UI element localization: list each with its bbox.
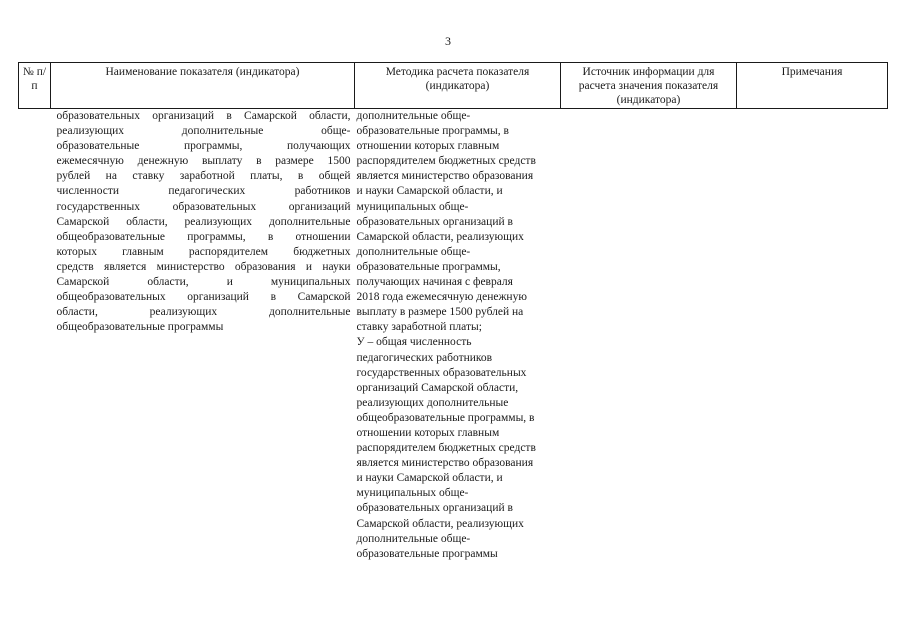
table-row <box>19 109 888 562</box>
method-line: образовательные программы, в <box>356 125 509 138</box>
method-line: дополнительные обще- <box>356 532 471 545</box>
method-line: реализующих дополнительные <box>356 396 509 409</box>
name-line: Самарской области, реализующих дополнительные <box>56 215 351 228</box>
method-line: распорядителем бюджетных средств <box>356 155 536 168</box>
method-line: образовательные программы <box>356 547 498 560</box>
name-line: которых главным распорядителем бюджетных <box>56 245 351 258</box>
method-line: организаций Самарской области, <box>356 381 519 394</box>
method-line: У – общая численность <box>356 336 472 349</box>
name-line: средств является министерство образования и науки <box>56 260 351 273</box>
indicator-table <box>18 62 888 562</box>
method-line: дополнительные обще- <box>356 245 471 258</box>
method-line: Самарской области, реализующих <box>356 517 524 530</box>
method-line: Самарской области, реализующих <box>356 230 524 243</box>
method-line: является министерство образования <box>356 457 534 470</box>
name-line: образовательных организаций в Самарской области, <box>56 110 351 122</box>
method-line: и науки Самарской области, и <box>356 472 503 485</box>
cell-number <box>19 109 51 562</box>
cell-information-source <box>561 109 737 562</box>
name-line: рублей на ставку заработной платы, в общей <box>56 170 351 183</box>
method-line: и науки Самарской области, и <box>356 185 503 198</box>
name-line: области, реализующих дополнительные <box>56 306 351 319</box>
method-line: муниципальных обще- <box>356 487 469 500</box>
cell-calculation-method <box>355 109 561 562</box>
method-line: получающих начиная с февраля <box>356 276 513 289</box>
name-line: реализующих дополнительные обще- <box>56 125 351 138</box>
page-number: 3 <box>445 34 451 48</box>
name-line: численности педагогических работников <box>56 185 351 198</box>
method-line: 2018 года ежемесячную денежную <box>356 291 527 304</box>
header-number: № п/п <box>19 63 51 109</box>
header-notes: Примечания <box>737 63 888 109</box>
cell-notes <box>737 109 888 562</box>
method-line: педагогических работников <box>356 351 493 364</box>
name-line: образовательные программы, получающих <box>56 140 351 153</box>
name-line: общеобразовательные программы <box>56 321 224 334</box>
cell-indicator-name <box>51 109 355 562</box>
method-line: отношении которых главным <box>356 140 500 153</box>
method-line: общеобразовательные программы, в <box>356 411 535 424</box>
header-calculation-method: Методика расчета показателя (индикатора) <box>355 63 561 109</box>
name-line: Самарской области, и муниципальных <box>56 276 351 289</box>
name-line: общеобразовательных организаций в Самарской <box>56 291 351 304</box>
header-information-source: Источник информации для расчета значения показателя (индикатора) <box>561 63 737 109</box>
method-line: образовательных организаций в <box>356 502 513 515</box>
header-indicator-name: Наименование показателя (индикатора) <box>51 63 355 109</box>
method-line: государственных образовательных <box>356 366 527 379</box>
method-line: распорядителем бюджетных средств <box>356 442 536 455</box>
method-line: отношении которых главным <box>356 426 500 439</box>
method-line: образовательные программы, <box>356 260 501 273</box>
method-line: образовательных организаций в <box>356 215 513 228</box>
name-line: ежемесячную денежную выплату в размере 1500 <box>56 155 351 168</box>
method-line: ставку заработной платы; <box>356 321 482 334</box>
method-line: муниципальных обще- <box>356 200 469 213</box>
method-line: является министерство образования <box>356 170 534 183</box>
method-line: дополнительные обще- <box>356 110 471 122</box>
name-line: государственных образовательных организаций <box>56 200 351 213</box>
method-line: выплату в размере 1500 рублей на <box>356 306 524 319</box>
table-header-row <box>19 63 888 109</box>
name-line: общеобразовательные программы, в отношении <box>56 230 351 243</box>
